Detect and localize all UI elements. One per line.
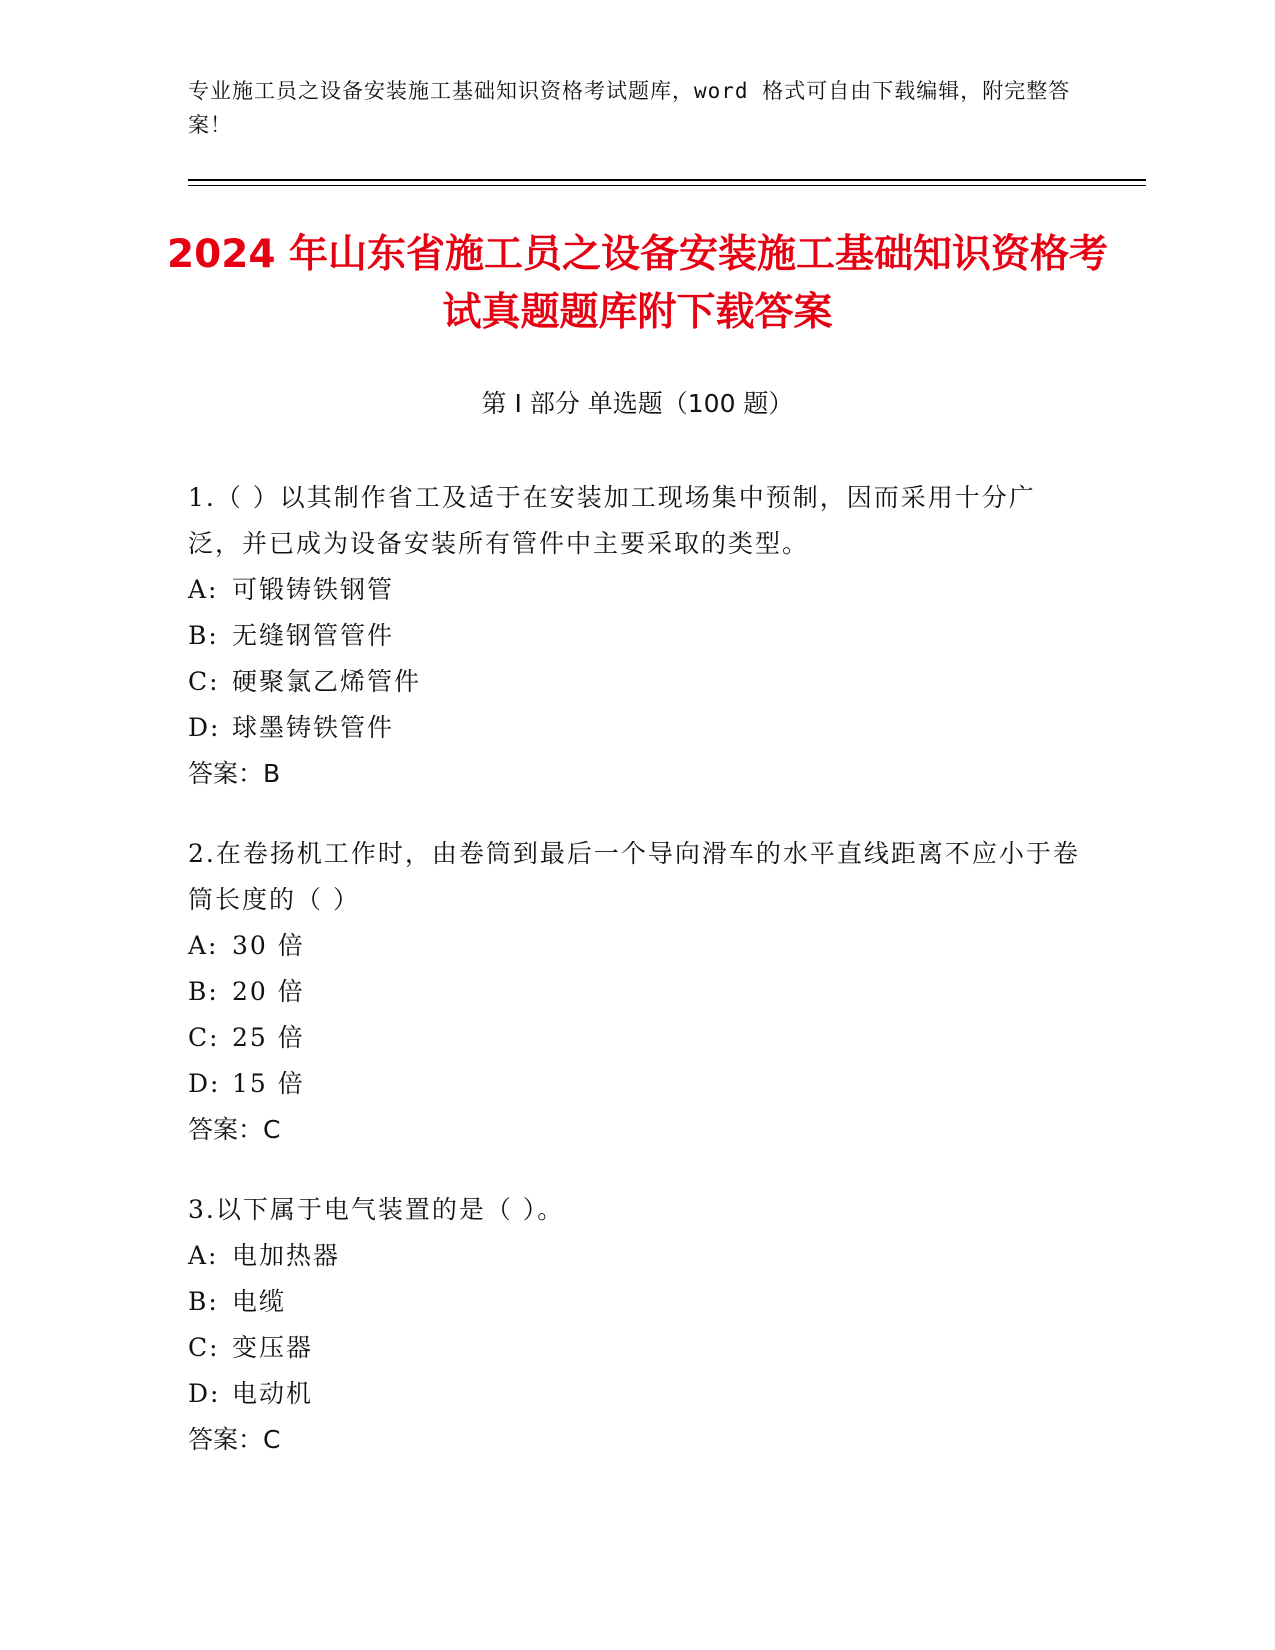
question-item [188, 1187, 1088, 1463]
document-title: 2024 年山东省施工员之设备安装施工基础知识资格考试真题题库附下载答案 [166, 232, 1109, 335]
option-text: 20 倍 [232, 977, 305, 1006]
question-item [188, 831, 1088, 1153]
option-letter: A: [188, 1241, 219, 1270]
option-c [188, 659, 1088, 705]
option-letter: B: [188, 1287, 219, 1316]
option-text: 25 倍 [232, 1023, 305, 1052]
question-stem: 1.（ ）以其制作省工及适于在安装加工现场集中预制，因而采用十分广泛，并已成为设备安装所有管件中主要采取的类型。 [188, 483, 1036, 558]
option-letter: D: [188, 713, 221, 742]
option-letter: C: [188, 1333, 220, 1362]
option-b [188, 613, 1088, 659]
option-c [188, 1325, 1088, 1371]
section-heading: 第 I 部分 单选题（100 题） [481, 389, 794, 418]
question-list [188, 475, 1088, 1497]
option-text: 30 倍 [232, 931, 305, 960]
option-letter: B: [188, 621, 219, 650]
answer-line: 答案：B [188, 759, 281, 788]
option-text: 球墨铸铁管件 [232, 713, 395, 742]
option-text: 变压器 [232, 1333, 314, 1362]
question-stem: 2.在卷扬机工作时，由卷筒到最后一个导向滑车的水平直线距离不应小于卷筒长度的（ ） [188, 839, 1080, 914]
option-text: 可锻铸铁钢管 [232, 575, 395, 604]
option-letter: C: [188, 667, 220, 696]
option-letter: B: [188, 977, 219, 1006]
option-letter: A: [188, 575, 219, 604]
option-a [188, 567, 1088, 613]
option-a [188, 923, 1088, 969]
option-text: 电动机 [232, 1379, 314, 1408]
option-text: 电加热器 [232, 1241, 341, 1270]
option-a [188, 1233, 1088, 1279]
answer-line: 答案：C [188, 1425, 281, 1454]
answer-line: 答案：C [188, 1115, 281, 1144]
option-d [188, 705, 1088, 751]
option-text: 15 倍 [232, 1069, 305, 1098]
option-letter: C: [188, 1023, 220, 1052]
option-d [188, 1061, 1088, 1107]
option-text: 硬聚氯乙烯管件 [232, 667, 422, 696]
option-text: 无缝钢管管件 [232, 621, 395, 650]
option-d [188, 1371, 1088, 1417]
option-letter: A: [188, 931, 219, 960]
option-b [188, 969, 1088, 1015]
header-divider-thin [188, 185, 1146, 186]
option-letter: D: [188, 1069, 221, 1098]
header-divider-thick [188, 179, 1146, 181]
option-b [188, 1279, 1088, 1325]
option-letter: D: [188, 1379, 221, 1408]
question-stem: 3.以下属于电气装置的是（ ）。 [188, 1195, 565, 1224]
option-text: 电缆 [232, 1287, 287, 1316]
question-item [188, 475, 1088, 797]
header-note: 专业施工员之设备安装施工基础知识资格考试题库，word 格式可自由下载编辑，附完整答案！ [188, 79, 1071, 137]
option-c [188, 1015, 1088, 1061]
